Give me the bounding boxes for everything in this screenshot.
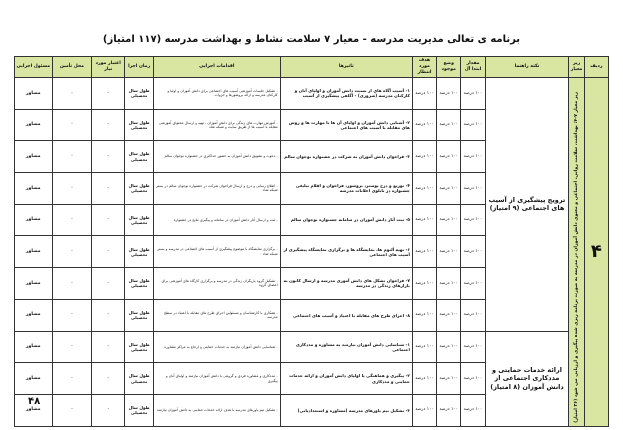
header-masul: مسئول اجرایی xyxy=(15,57,53,78)
table-header-row xyxy=(15,57,609,78)
masul-cell: مشاور xyxy=(15,299,53,331)
eqdam-cell: - تشکیل تیم یاورهای مدرسه با هدف ارائه خدمات حمایتی به دانش آموزان نیازمند xyxy=(153,394,280,426)
hadaf-cell: ۱۰۰ درصد xyxy=(412,173,436,205)
vazeyat-cell: ۱۰۰ درصد xyxy=(437,363,461,395)
etebar-cell: - xyxy=(92,173,125,205)
strategy-cell: ارائه خدمات حمایتی و مددکاری اجتماعی از دانش آموزان (۸ امتیاز) xyxy=(485,331,569,426)
hadaf-cell: ۱۰۰ درصد xyxy=(412,78,436,110)
tasir-cell: ۸- اجرای طرح های مقابله با اعتیاد و آسیب های اجتماعی xyxy=(280,299,412,331)
header-radif: ردیف xyxy=(584,57,608,78)
eqdam-cell: - تشکیل گروه یاریگران زندگی در مدرسه و برگزاری کارگاه های آموزشی برای اعضای گروه xyxy=(153,268,280,300)
eqdam-cell: - تشکیل جلسات آموزشی آسیب های اجتماعی برای دانش آموزان و اولیا و کارکنان مدرسه و ارائه بروشورها و جزوات xyxy=(153,78,280,110)
meghdar-cell: ۱۰۰ درصد xyxy=(461,268,485,300)
header-vazeyat: وضع موجود xyxy=(437,57,461,78)
etebar-cell: - xyxy=(92,109,125,141)
plan-table xyxy=(14,56,609,427)
etebar-cell: - xyxy=(92,299,125,331)
meghdar-cell: ۱۰۰ درصد xyxy=(461,331,485,363)
masul-cell: مشاور xyxy=(15,394,53,426)
tamin-cell: - xyxy=(52,299,92,331)
etebar-cell: - xyxy=(92,78,125,110)
tasir-cell: ۳- فراخوان دانش آموزان به شرکت در جشنواره نوجوان سالم xyxy=(280,141,412,173)
header-tamin: محل تأمین xyxy=(52,57,92,78)
tasir-cell: ۲- آشنایی دانش آموزان و اولیای آن ها با مهارت ها و روش های مقابله با آسیب های اجتماعی xyxy=(280,109,412,141)
zaman-cell: طول سال تحصیلی xyxy=(125,236,154,268)
etebar-cell: - xyxy=(92,394,125,426)
tasir-cell: ۷- فراخوان تشکل های دانش آموزی مدرسه و ارسال کانون به بازارهای زندگی در مدرسه xyxy=(280,268,412,300)
vazeyat-cell: ۱۰۰ درصد xyxy=(437,141,461,173)
sub-criterion-text: زیر معیار ۷-۴: بهداشت، سلامت روانی، اجتماعی و معنوی دانش آموزان در مدرسه به صورت برنامه ریزی شده پیگیری و ارزیابی می شود (۳۶ امتیاز) xyxy=(573,91,579,423)
hadaf-cell: ۱۰۰ درصد xyxy=(412,268,436,300)
page-title: برنامه ی تعالی مدیریت مدرسه - معیار ۷ سلامت نشاط و بهداشت مدرسه (۱۱۷ امتیاز) xyxy=(102,34,521,45)
masul-cell: مشاور xyxy=(15,173,53,205)
header-eqdamat: اقدامات اجرایی xyxy=(153,57,280,78)
hadaf-cell: ۱۰۰ درصد xyxy=(412,394,436,426)
vazeyat-cell: ۱۰۰ درصد xyxy=(437,109,461,141)
strategy-cell: ترویج پیشگیری از آسیب های اجتماعی (۹ امتیاز) xyxy=(485,78,569,332)
tasir-cell: ۶- تهیه آلبوم ها، نمایشگاه ها و برگزاری نمایشگاه پیشگیری از آسیب های اجتماعی xyxy=(280,236,412,268)
tasir-cell: ۱- شناسایی دانش آموزان نیازمند به مشاوره و مددکاری اجتماعی xyxy=(280,331,412,363)
header-zaman: زمان اجرا xyxy=(125,57,154,78)
meghdar-cell: ۱۰۰ درصد xyxy=(461,173,485,205)
hadaf-cell: ۱۰۰ درصد xyxy=(412,363,436,395)
header-meghdar: مقدار ابتدا آل xyxy=(461,57,485,78)
tasir-cell: ۲- پیگیری و هماهنگی با اولیای دانش آموزان و ارائه خدمات حمایتی و مددکاری xyxy=(280,363,412,395)
etebar-cell: - xyxy=(92,204,125,236)
vazeyat-cell: ۱۰۰ درصد xyxy=(437,299,461,331)
etebar-cell: - xyxy=(92,141,125,173)
etebar-cell: - xyxy=(92,363,125,395)
eqdam-cell: - ثبت و ارسال آثار دانش آموزان در سامانه و پیگیری نتایج در جشنواره xyxy=(153,204,280,236)
hadaf-cell: ۱۰۰ درصد xyxy=(412,109,436,141)
meghdar-cell: ۱۰۰ درصد xyxy=(461,236,485,268)
tamin-cell: - xyxy=(52,236,92,268)
zaman-cell: طول سال تحصیلی xyxy=(125,331,154,363)
hadaf-cell: ۱۰۰ درصد xyxy=(412,204,436,236)
tamin-cell: - xyxy=(52,363,92,395)
zaman-cell: طول سال تحصیلی xyxy=(125,78,154,110)
zaman-cell: طول سال تحصیلی xyxy=(125,363,154,395)
tasir-cell: ۵- ثبت آثار دانش آموزان در سامانه جشنواره نوجوان سالم xyxy=(280,204,412,236)
eqdam-cell: - برگزاری نمایشگاه با موضوع پیشگیری از آسیب های اجتماعی در مدرسه و بستر شبکه شاد xyxy=(153,236,280,268)
masul-cell: مشاور xyxy=(15,109,53,141)
meghdar-cell: ۱۰۰ درصد xyxy=(461,109,485,141)
vazeyat-cell: ۱۰۰ درصد xyxy=(437,173,461,205)
vazeyat-cell: ۱۰۰ درصد xyxy=(437,394,461,426)
vazeyat-cell: ۱۰۰ درصد xyxy=(437,236,461,268)
zaman-cell: طول سال تحصیلی xyxy=(125,268,154,300)
table-row xyxy=(15,78,609,110)
tamin-cell: - xyxy=(52,331,92,363)
eqdam-cell: - دعوت و تشویق دانش آموزان به حضور حداکثری در جشنواره نوجوان سالم xyxy=(153,141,280,173)
header-zir-meyar: زیر معیار xyxy=(569,57,584,78)
tasir-cell: ۳- تشکیل تیم یاورهای مدرسه (مشاوره و استعدادیابی) xyxy=(280,394,412,426)
meghdar-cell: ۱۰۰ درصد xyxy=(461,204,485,236)
eqdam-cell: - شناسایی دانش آموزان نیازمند به خدمات حمایتی و ارجاع به مراکز مشاوره xyxy=(153,331,280,363)
group-number: ۴ xyxy=(584,78,608,427)
etebar-cell: - xyxy=(92,331,125,363)
zaman-cell: طول سال تحصیلی xyxy=(125,173,154,205)
eqdam-cell: - آموزش مهارت های زندگی برای دانش آموزان - تهیه و ارسال محتوای آموزشی مقابله با آسیب ها از طریق سایت و شبکه شاد xyxy=(153,109,280,141)
hadaf-cell: ۱۰۰ درصد xyxy=(412,299,436,331)
masul-cell: مشاور xyxy=(15,78,53,110)
sub-criterion-cell xyxy=(569,78,584,427)
tamin-cell: - xyxy=(52,109,92,141)
table-body xyxy=(15,78,609,427)
meghdar-cell: ۱۰۰ درصد xyxy=(461,394,485,426)
masul-cell: مشاور xyxy=(15,331,53,363)
zaman-cell: طول سال تحصیلی xyxy=(125,394,154,426)
meghdar-cell: ۱۰۰ درصد xyxy=(461,299,485,331)
header-hadaf: هدف مورد انتظار xyxy=(412,57,436,78)
zaman-cell: طول سال تحصیلی xyxy=(125,109,154,141)
masul-cell: مشاور xyxy=(15,204,53,236)
tasir-cell: ۴- توزیع و درج پوستر، بروشور، فراخوان و اقلام تبلیغی جشنواره در تابلوی اعلانات مدرسه xyxy=(280,173,412,205)
vazeyat-cell: ۱۰۰ درصد xyxy=(437,268,461,300)
zaman-cell: طول سال تحصیلی xyxy=(125,299,154,331)
header-rahkar: نکته راهنما xyxy=(485,57,569,78)
header-tasir: تاثیرها xyxy=(280,57,412,78)
zaman-cell: طول سال تحصیلی xyxy=(125,204,154,236)
vazeyat-cell: ۱۰۰ درصد xyxy=(437,331,461,363)
hadaf-cell: ۱۰۰ درصد xyxy=(412,141,436,173)
eqdam-cell: - اطلاع رسانی و درج و ارسال فراخوان شرکت در جشنواره نوجوان سالم در بستر شبکه شاد xyxy=(153,173,280,205)
etebar-cell: - xyxy=(92,236,125,268)
masul-cell: مشاور xyxy=(15,141,53,173)
meghdar-cell: ۱۰۰ درصد xyxy=(461,363,485,395)
eqdam-cell: - مددکاری و مشاوره فردی و گروهی با دانش آموزان نیازمند و اولیای آنان و پیگیری xyxy=(153,363,280,395)
vazeyat-cell: ۱۰۰ درصد xyxy=(437,78,461,110)
etebar-cell: - xyxy=(92,268,125,300)
tasir-cell: ۱- آسیب آگاه های از نسبت دانش آموزان و اولیای آنان و کارکنان مدرسه (ضروری) - آگاهی پیشگیری از آسیب xyxy=(280,78,412,110)
hadaf-cell: ۱۰۰ درصد xyxy=(412,236,436,268)
page-number: ۴۸ xyxy=(28,396,41,407)
tamin-cell: - xyxy=(52,141,92,173)
masul-cell: مشاور xyxy=(15,363,53,395)
masul-cell: مشاور xyxy=(15,236,53,268)
tamin-cell: - xyxy=(52,173,92,205)
meghdar-cell: ۱۰۰ درصد xyxy=(461,78,485,110)
tamin-cell: - xyxy=(52,394,92,426)
header-etebar: اعتبار مورد نیاز xyxy=(92,57,125,78)
meghdar-cell: ۱۰۰ درصد xyxy=(461,141,485,173)
tamin-cell: - xyxy=(52,78,92,110)
masul-cell: مشاور xyxy=(15,268,53,300)
eqdam-cell: - همکاری با کارشناسان و مسئولین اجرای طرح های مقابله با اعتیاد در سطح مدرسه xyxy=(153,299,280,331)
tamin-cell: - xyxy=(52,204,92,236)
zaman-cell: طول سال تحصیلی xyxy=(125,141,154,173)
tamin-cell: - xyxy=(52,268,92,300)
vazeyat-cell: ۱۰۰ درصد xyxy=(437,204,461,236)
table-row xyxy=(15,331,609,363)
hadaf-cell: ۱۰۰ درصد xyxy=(412,331,436,363)
